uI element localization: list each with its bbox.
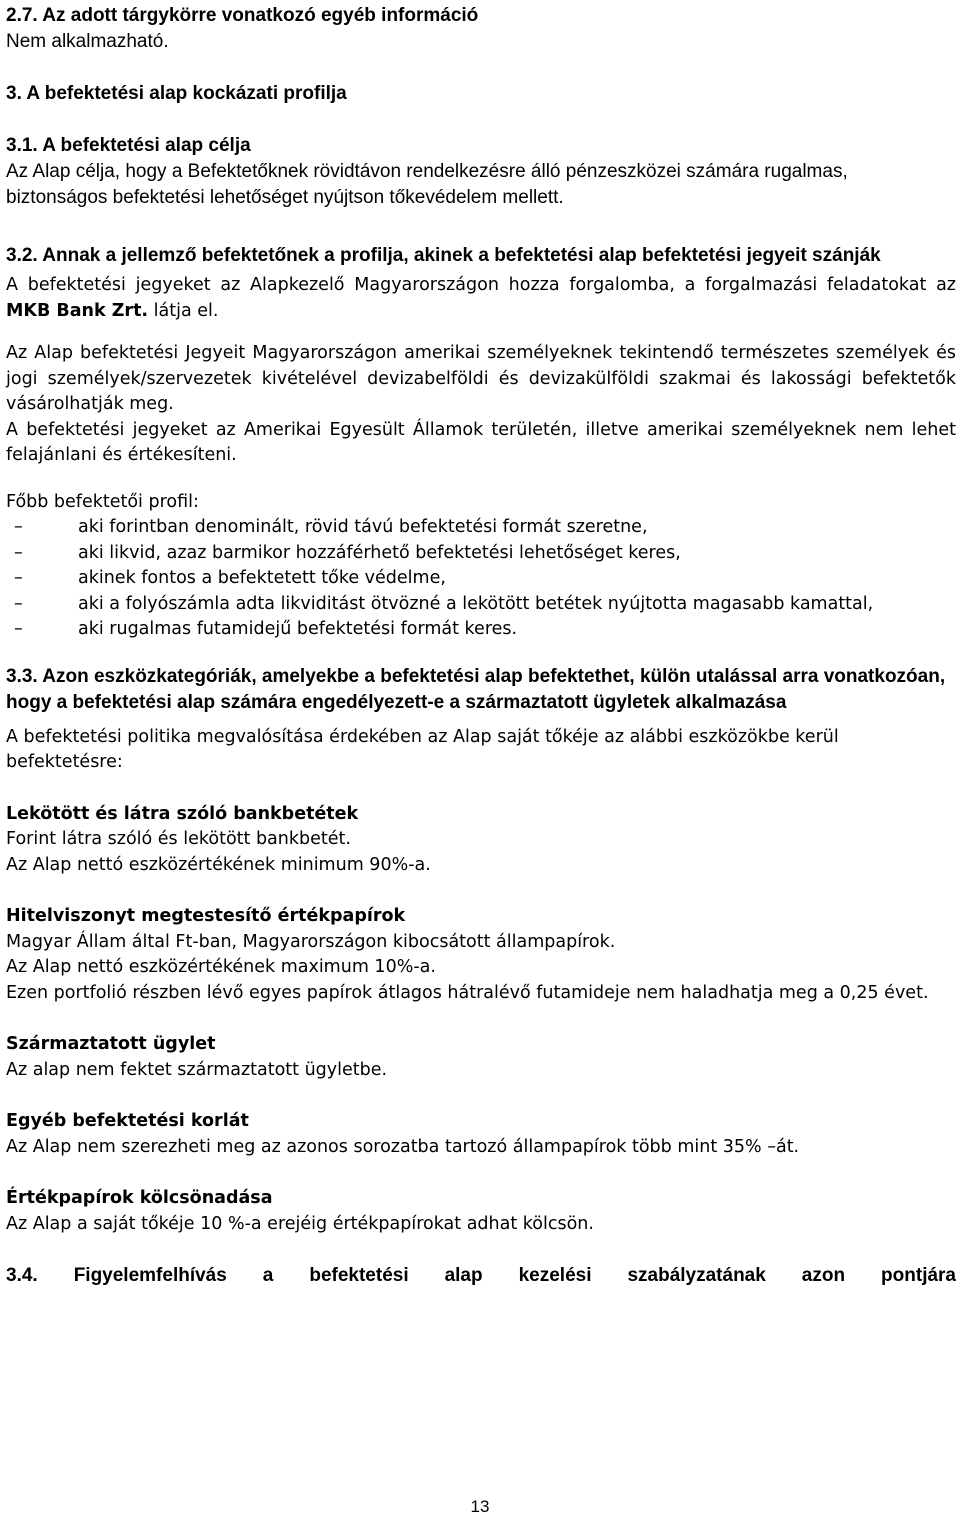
- section-3-heading: 3. A befektetési alap kockázati profilja: [6, 83, 347, 104]
- lending-heading: Értékpapírok kölcsönadása: [6, 1188, 273, 1208]
- list-item: – aki a folyószámla adta likviditást ötvözné a lekötött betétek nyújtotta magasabb kamattal,: [6, 592, 956, 618]
- section-3-4-title: Figyelemfelhívás a befektetési alap kezelési szabályzatának azon pontjára: [73, 1265, 956, 1286]
- dash-bullet: –: [14, 619, 23, 639]
- dash-bullet: –: [14, 593, 23, 614]
- derivative-heading: Származtatott ügylet: [6, 1034, 216, 1054]
- deposits-line-1: Forint látra szóló és lekötött bankbetét.: [6, 829, 351, 849]
- dash-bullet: –: [14, 517, 23, 537]
- deposits-heading: Lekötött és látra szóló bankbetétek: [6, 803, 359, 824]
- section-2-7-text: Nem alkalmazható.: [6, 31, 169, 52]
- securities-line-2: Az Alap nettó eszközértékének maximum 10%-a.: [6, 957, 436, 977]
- section-3-2-us-restriction: A befektetési jegyeket az Amerikai Egyesült Államok területén, illetve amerikai személyeknek nem lehet felajánlani és értékesíteni.: [6, 419, 956, 465]
- list-item: – akinek fontos a befektetett tőke védelme,: [6, 566, 956, 592]
- document-page: [6, 0, 956, 1289]
- distribution-text-pre: A befektetési jegyeket az Alapkezelő Magyarországon hozza forgalomba, a forgalmazási feladatokat az: [6, 275, 956, 295]
- investor-profile-list: [6, 515, 956, 643]
- distributor-name: MKB Bank Zrt.: [6, 300, 149, 321]
- derivative-line-1: Az alap nem fektet származtatott ügyletbe.: [6, 1059, 388, 1080]
- section-3-3-number: 3.3.: [6, 665, 38, 687]
- deposits-line-2: Az Alap nettó eszközértékének minimum 90%-a.: [6, 854, 431, 875]
- section-3-2-eligible-investors: Az Alap befektetési Jegyeit Magyarországon amerikai személyeknek tekintendő természetes személyek és jogi személyek/szervezetek kivételével devizabelföldi és devizakülföldi szakmai és lakossági befektetők vásárolhatják meg.: [6, 343, 956, 414]
- dash-bullet: –: [14, 542, 23, 563]
- lending-line-1: Az Alap a saját tőkéje 10 %-a erejéig értékpapírokat adhat kölcsön.: [6, 1213, 594, 1234]
- securities-heading: Hitelviszonyt megtestesítő értékpapírok: [6, 906, 406, 926]
- limit-line-1: Az Alap nem szerezheti meg az azonos sorozatba tartozó állampapírok több mint 35% –át.: [6, 1136, 800, 1157]
- list-item: – aki likvid, azaz barmikor hozzáférhető befektetési lehetőséget keres,: [6, 541, 956, 567]
- section-3-4-heading: [6, 1263, 956, 1289]
- section-3-3-title: Azon eszközkategóriák, amelyekbe a befektetési alap befektethet, külön utalással arra vonatkozóan, hogy a befektetési alap számára engedélyezett-e a származtatott ügyletek alkalmazása: [6, 665, 946, 713]
- dash-bullet: –: [14, 568, 23, 588]
- section-3-3-intro: A befektetési politika megvalósítása érdekében az Alap saját tőkéje az alábbi eszközökbe kerül befektetésre:: [6, 726, 839, 772]
- section-3-3-heading: [6, 664, 956, 716]
- list-item: – aki rugalmas futamidejű befektetési formát keres.: [6, 617, 956, 643]
- list-item: – aki forintban denominált, rövid távú befektetési formát szeretne,: [6, 515, 956, 541]
- limit-heading: Egyéb befektetési korlát: [6, 1111, 249, 1131]
- section-3-1-text: Az Alap célja, hogy a Befektetőknek rövidtávon rendelkezésre álló pénzeszközei számára rugalmas, biztonságos befektetési lehetőséget nyújtson tőkevédelem mellett.: [6, 161, 848, 208]
- section-3-4-number: 3.4.: [6, 1265, 38, 1286]
- section-3-2-heading: 3.2. Annak a jellemző befektetőnek a profilja, akinek a befektetési alap befektetési jegyeit szánják: [6, 245, 881, 266]
- section-2-7-heading: 2.7. Az adott tárgykörre vonatkozó egyéb információ: [6, 5, 479, 26]
- section-3-1-heading: 3.1. A befektetési alap célja: [6, 135, 251, 156]
- securities-line-3: Ezen portfolió részben lévő egyes papírok átlagos hátralévő futamideje nem haladhatja meg a 0,25 évet.: [6, 982, 929, 1003]
- investor-profile-label: Főbb befektetői profil:: [6, 491, 199, 512]
- distribution-text-post: látja el.: [148, 300, 219, 321]
- section-3-2-distribution: [6, 273, 956, 324]
- securities-line-1: Magyar Állam által Ft-ban, Magyarországon kibocsátott állampapírok.: [6, 931, 616, 952]
- page-number: 13: [470, 1497, 490, 1516]
